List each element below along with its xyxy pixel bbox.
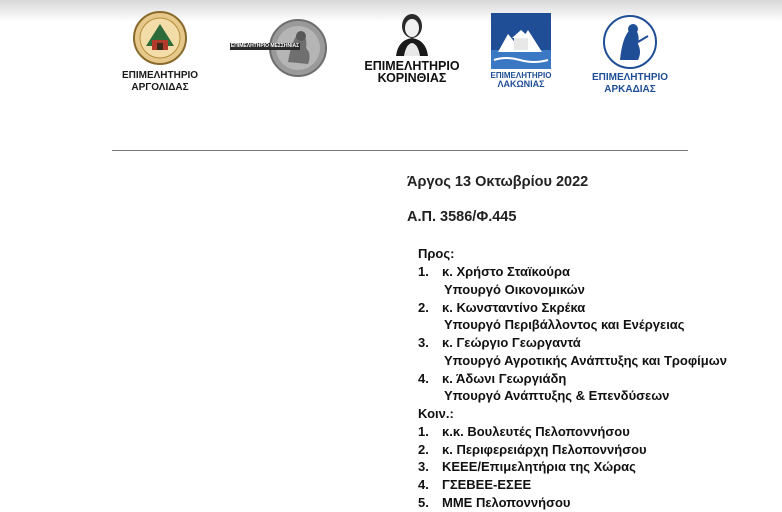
date-line: Άργος 13 Οκτωβρίου 2022 [407, 174, 589, 190]
cc-number: 2. [418, 442, 429, 457]
recipient-number: 1. [418, 264, 429, 279]
logo-messinia-text: ΕΠΙΜΕΛΗΤΗΡΙΟ ΜΕΣΣΗΝΙΑΣ [230, 43, 300, 49]
protocol-number: Α.Π. 3586/Φ.445 [407, 209, 517, 225]
logo-korinthia-line2: ΚΟΡΙΝΘΙΑΣ [377, 71, 447, 85]
cc-name: κ.κ. Βουλευτές Πελοποννήσου [442, 424, 630, 439]
logo-lakonia-line1: ΕΠΙΜΕΛΗΤΗΡΙΟ [490, 71, 552, 80]
cc-heading: Κοιν.: [418, 406, 454, 421]
lakonia-emblem-icon [490, 12, 552, 70]
cc-name: ΜΜΕ Πελοποννήσου [442, 495, 571, 510]
recipient-number: 2. [418, 300, 429, 315]
cc-name: ΓΣΕΒΕΕ-ΕΣΕΕ [442, 477, 532, 492]
recipient-name: κ. Γεώργιο Γεωργαντά [442, 335, 581, 350]
argolida-emblem-icon [132, 10, 188, 66]
logo-arkadia [588, 14, 672, 96]
recipient-name: κ. Άδωνι Γεωργιάδη [442, 371, 567, 386]
recipient-title: Υπουργό Περιβάλλοντος και Ενέργειας [444, 317, 685, 332]
cc-number: 3. [418, 459, 429, 474]
recipient-name: κ. Χρήστο Σταϊκούρα [442, 264, 570, 279]
cc-name: ΚΕΕΕ/Επιμελητήρια της Χώρας [442, 459, 636, 474]
to-heading: Προς: [418, 246, 455, 261]
cc-number: 4. [418, 477, 429, 492]
cc-number: 5. [418, 495, 429, 510]
recipient-title: Υπουργό Οικονομικών [444, 282, 585, 297]
recipient-title: Υπουργό Ανάπτυξης & Επενδύσεων [444, 388, 670, 403]
logo-messinia [230, 18, 330, 78]
recipient-name: κ. Κωνσταντίνο Σκρέκα [442, 300, 586, 315]
logo-korinthia [360, 10, 464, 84]
logo-lakonia [488, 12, 554, 89]
logo-lakonia-line2: ΛΑΚΩΝΙΑΣ [497, 79, 545, 89]
recipient-number: 4. [418, 371, 429, 386]
korinthia-bust-emblem-icon [390, 10, 434, 58]
logo-argolida [116, 10, 204, 94]
logo-argolida-line2: ΑΡΓΟΛΙΔΑΣ [131, 82, 189, 93]
logo-korinthia-line1: ΕΠΙΜΕΛΗΤΗΡΙΟ [364, 59, 460, 73]
recipients-block [418, 245, 778, 512]
logo-argolida-line1: ΕΠΙΜΕΛΗΤΗΡΙΟ [121, 70, 199, 81]
header-divider [112, 150, 688, 151]
recipient-number: 3. [418, 335, 429, 350]
cc-name: κ. Περιφερειάρχη Πελοποννήσου [442, 442, 647, 457]
logo-arkadia-line2: ΑΡΚΑΔΙΑΣ [604, 84, 656, 95]
logo-arkadia-line1: ΕΠΙΜΕΛΗΤΗΡΙΟ [591, 72, 669, 83]
cc-number: 1. [418, 424, 429, 439]
recipient-title: Υπουργό Αγροτικής Ανάπτυξης και Τροφίμων [444, 353, 727, 368]
arkadia-coin-emblem-icon [602, 14, 658, 70]
